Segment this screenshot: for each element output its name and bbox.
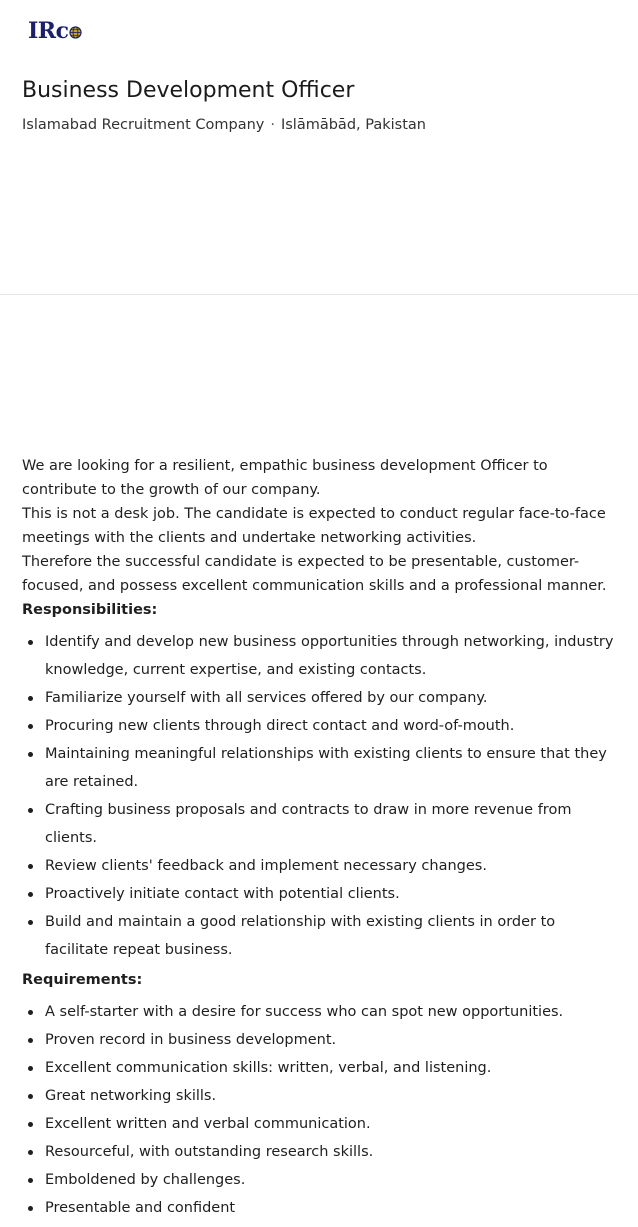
requirements-heading: Requirements: xyxy=(22,972,143,988)
company-logo[interactable] xyxy=(28,18,82,44)
job-description xyxy=(22,454,622,1226)
list-item: Excellent communication skills: written, verbal, and listening. xyxy=(22,1054,622,1082)
list-item: Familiarize yourself with all services offered by our company. xyxy=(22,684,622,712)
list-item: Emboldened by challenges. xyxy=(22,1166,622,1194)
company-logo-text: IRc xyxy=(28,18,69,44)
company-name-link[interactable]: Islamabad Recruitment Company xyxy=(22,117,265,133)
job-location: Islāmābād, Pakistan xyxy=(280,117,426,133)
list-item: Identify and develop new business opportunities through networking, industry knowledge, current expertise, and existing contacts. xyxy=(22,628,622,684)
list-item: Review clients' feedback and implement necessary changes. xyxy=(22,852,622,880)
intro-paragraph: We are looking for a resilient, empathic business development Officer to contribute to the growth of our company. xyxy=(22,458,548,498)
list-item: Procuring new clients through direct contact and word-of-mouth. xyxy=(22,712,622,740)
job-meta xyxy=(22,117,426,133)
list-item: Crafting business proposals and contracts to draw in more revenue from clients. xyxy=(22,796,622,852)
responsibilities-list xyxy=(22,628,622,964)
list-item: Presentable and confident xyxy=(22,1194,622,1222)
list-item: A self-starter with a desire for success who can spot new opportunities. xyxy=(22,998,622,1026)
list-item: Excellent written and verbal communication. xyxy=(22,1110,622,1138)
job-title: Business Development Officer xyxy=(22,78,355,103)
list-item: Resourceful, with outstanding research skills. xyxy=(22,1138,622,1166)
list-item: Maintaining meaningful relationships with existing clients to ensure that they are retained. xyxy=(22,740,622,796)
meta-separator: · xyxy=(270,117,275,133)
intro-paragraph: Therefore the successful candidate is expected to be presentable, customer-focused, and possess excellent communication skills and a professional manner. xyxy=(22,554,607,594)
list-item: Proven record in business development. xyxy=(22,1026,622,1054)
responsibilities-heading: Responsibilities: xyxy=(22,602,158,618)
requirements-list xyxy=(22,998,622,1222)
list-item: Great networking skills. xyxy=(22,1082,622,1110)
intro-paragraph: This is not a desk job. The candidate is expected to conduct regular face-to-face meetings with the clients and undertake networking activities. xyxy=(22,506,606,546)
globe-icon xyxy=(69,26,82,39)
list-item: Build and maintain a good relationship with existing clients in order to facilitate repeat business. xyxy=(22,908,622,964)
job-header-card xyxy=(0,0,638,295)
list-item: Proactively initiate contact with potential clients. xyxy=(22,880,622,908)
